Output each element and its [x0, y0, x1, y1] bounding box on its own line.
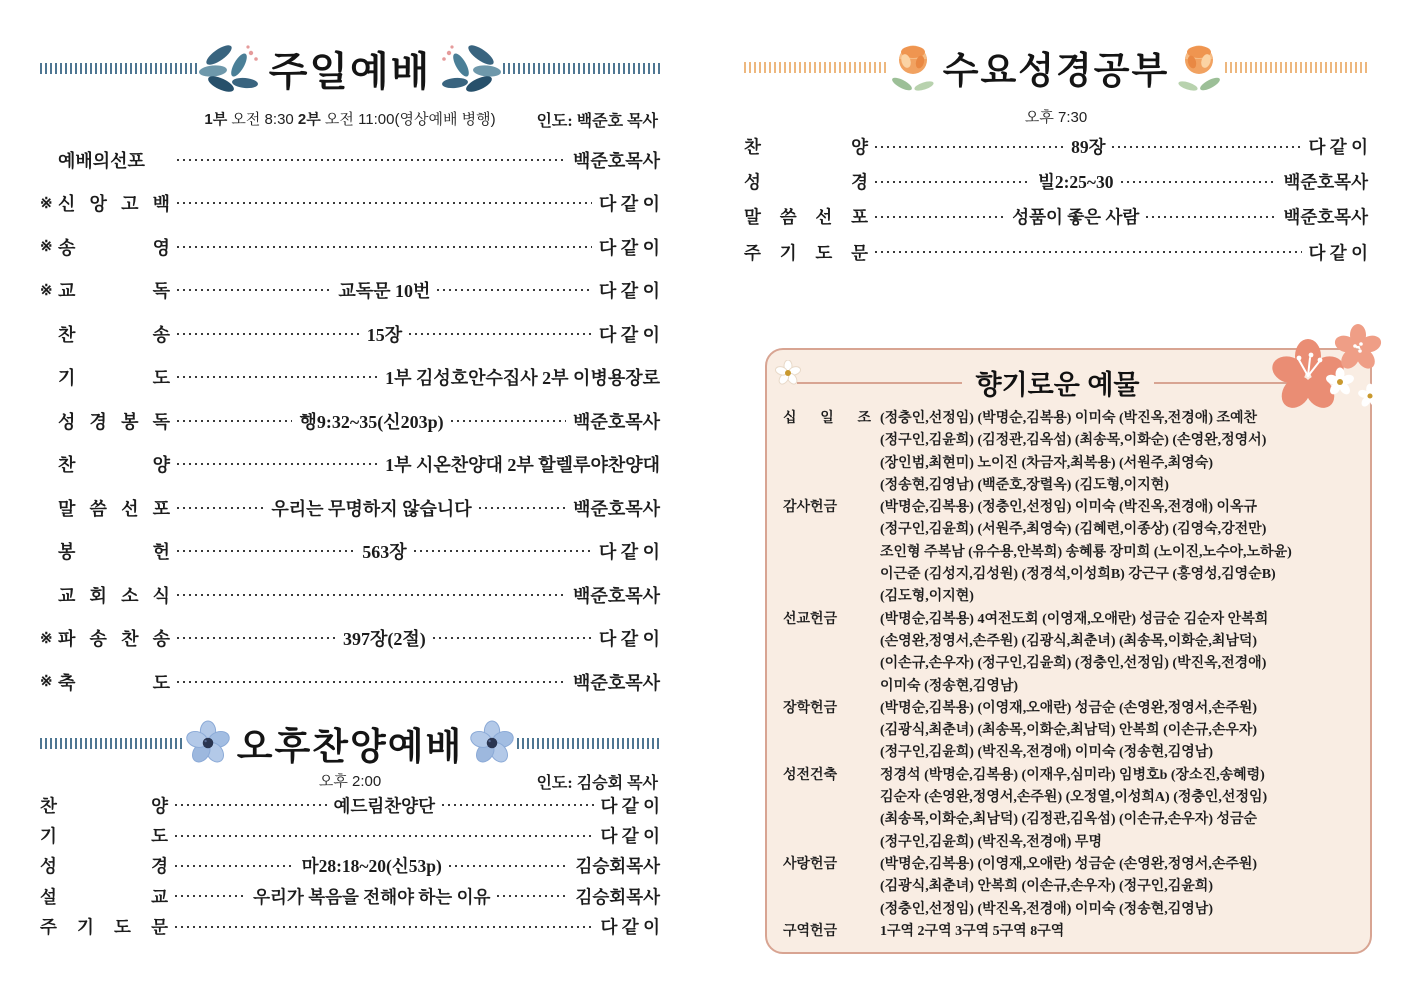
row-right-value: 다 같 이 — [1308, 137, 1368, 158]
offering-names — [871, 921, 1362, 943]
row-label: 파 송 찬 송 — [58, 629, 170, 650]
sunday-leader: 인도: 백준호 목사 — [536, 113, 658, 130]
sunday-service-title: 주일예배 — [268, 50, 432, 94]
title-rule — [797, 382, 962, 384]
offering-names — [871, 854, 1362, 921]
row-right-value: 다 같 이 — [600, 917, 660, 938]
service-row — [40, 443, 660, 487]
row-label: 말 씀 선 포 — [744, 207, 868, 228]
row-label: 신 앙 고 백 — [58, 194, 170, 215]
offering-names-line: (박명순,김복용) (이영재,오애란) 성금순 (손영완,정영서,손주원) — [880, 856, 1258, 872]
row-right-value: 백준호목사 — [1283, 172, 1368, 193]
row-right-value: 백준호목사 — [573, 411, 660, 432]
offering-category-label: 장학헌금 — [783, 700, 838, 716]
dashed-rule — [517, 738, 660, 749]
dotted-leader — [449, 865, 569, 867]
row-center-value: 마28:18~20(신53p) — [301, 856, 442, 877]
row-label: 축 도 — [58, 672, 170, 693]
afternoon-service-time: 오후 2:00 — [318, 773, 382, 790]
offering-category-label: 성전건축 — [783, 767, 838, 783]
row-label: 말 씀 선 포 — [58, 498, 170, 519]
row-right-value: 김승회목사 — [575, 856, 661, 877]
offerings-list — [783, 408, 1362, 943]
service-row — [40, 530, 660, 574]
row-center-value: 우리는 무명하지 않습니다 — [271, 498, 472, 519]
row-label: 성 경 — [744, 172, 868, 193]
dotted-leader — [177, 594, 566, 596]
offering-names — [871, 698, 1362, 765]
dotted-leader — [177, 159, 566, 161]
offerings-title-row — [797, 363, 1318, 402]
service-row — [40, 660, 660, 704]
row-right-value: 다 같 이 — [598, 281, 661, 302]
row-label: 교 회 소 식 — [58, 585, 170, 606]
offering-names-line: (정구인,김윤희) (박진옥,전경애) 이미숙 (정송현,김영남) — [880, 745, 1213, 761]
offering-names-line: (정구인,김윤희) (김정관,김옥섬) (최송목,이화순) (손영완,정영서) — [880, 433, 1267, 449]
dotted-leader — [875, 216, 1005, 218]
offering-item — [783, 921, 1362, 943]
offering-names-line: 1구역 2구역 3구역 5구역 8구역 — [880, 923, 1065, 939]
wednesday-study-time: 오후 7:30 — [1024, 109, 1088, 126]
service-row — [744, 235, 1368, 270]
service-row — [40, 820, 660, 850]
white-flower-icon — [775, 360, 801, 391]
orange-flower-icon — [889, 41, 937, 93]
row-marker: ※ — [40, 195, 53, 212]
row-label: 기 도 — [58, 368, 170, 389]
offerings-box — [765, 348, 1372, 954]
row-marker: ※ — [40, 674, 53, 691]
row-label: 찬 송 — [58, 324, 170, 345]
offering-item — [783, 698, 1362, 765]
offering-names-line: (김도형,이지현) — [880, 589, 974, 605]
offering-names — [871, 497, 1362, 608]
offering-names-line: (이손규,손우자) (정구인,김윤희) (정충인,선정임) (박진옥,전경애) — [880, 656, 1267, 672]
dotted-leader — [177, 246, 592, 248]
dotted-leader — [875, 146, 1064, 148]
dotted-leader — [177, 463, 378, 465]
sunday-service-header — [40, 40, 660, 97]
subtitle-part: 오전 11:00(영상예배 병행) — [324, 111, 496, 128]
offering-names — [871, 765, 1362, 854]
offering-names-line: (박명순,김복용) 4여전도회 (이영재,오애란) 성금순 김순자 안복희 — [880, 611, 1269, 627]
leaf-decoration-icon — [199, 41, 263, 97]
offering-names-line: (김광식,최춘녀) 안복희 (이손규,손우자) (정구인,김윤희) — [880, 879, 1213, 895]
wednesday-study-subline — [744, 106, 1368, 128]
service-row — [40, 356, 660, 400]
row-right-value: 백준호목사 — [573, 585, 660, 606]
row-label: 주 기 도 문 — [744, 242, 868, 263]
dotted-leader — [177, 681, 566, 683]
row-right-value: 백준호목사 — [573, 498, 661, 519]
offering-names-line: 이근준 (김성지,김성원) (정경석,이성희B) 강근구 (홍영성,김영순B) — [880, 567, 1276, 583]
service-row — [40, 182, 660, 226]
sunday-service-subline — [40, 108, 660, 130]
service-row — [744, 164, 1368, 199]
offering-names-line: (김광식,최춘녀) (최송목,이화순,최남덕) 안복희 (이손규,손우자) — [880, 723, 1258, 739]
row-center-value: 성품이 좋은 사람 — [1012, 207, 1140, 228]
afternoon-leader: 인도: 김승회 목사 — [536, 775, 658, 792]
row-label: 기 도 — [40, 826, 168, 847]
dotted-leader — [442, 804, 594, 806]
row-right-value: 1부 시온찬양대 2부 할렐루야찬양대 — [385, 455, 660, 476]
afternoon-service-rows — [40, 790, 660, 942]
row-right-value: 다 같 이 — [600, 826, 660, 847]
wednesday-study-header — [744, 40, 1368, 94]
offering-names-line: (박명순,김복용) (이영재,오애란) 성금순 (손영완,정영서,손주원) — [880, 700, 1258, 716]
offering-names-line: (박명순,김복용) (정충인,선정임) 이미숙 (박진옥,전경애) 이옥규 — [880, 500, 1258, 516]
offering-names-line: (정송현,김영남) (백준호,장렬옥) (김도형,이지현) — [880, 477, 1169, 493]
afternoon-service-subline — [40, 770, 660, 792]
row-center-value: 빌2:25~30 — [1037, 172, 1114, 193]
dotted-leader — [177, 637, 336, 639]
row-right-value: 다 같 이 — [598, 542, 660, 563]
blue-flower-icon — [185, 720, 231, 766]
offering-item — [783, 497, 1362, 608]
dotted-leader — [451, 420, 566, 422]
offering-item — [783, 609, 1362, 698]
dotted-leader — [479, 507, 566, 509]
service-row — [40, 573, 660, 617]
wednesday-study-rows — [744, 129, 1368, 270]
offering-item — [783, 854, 1362, 921]
subtitle-part: 오전 8:30 — [231, 111, 298, 128]
row-label: 성 경 — [40, 856, 168, 877]
dotted-leader — [175, 926, 594, 928]
dashed-rule — [1225, 62, 1368, 73]
dotted-leader — [177, 420, 292, 422]
offerings-title: 향기로운 예물 — [975, 370, 1140, 400]
service-row — [40, 399, 660, 443]
dotted-leader — [175, 865, 295, 867]
wednesday-study-title: 수요성경공부 — [942, 50, 1170, 91]
offering-names-line: 김순자 (손영완,정영서,손주원) (오정열,이성희A) (정충인,선정임) — [880, 790, 1268, 806]
afternoon-service-header — [40, 716, 660, 770]
offering-names-line: 이미숙 (정송현,김영남) — [880, 678, 1019, 694]
row-label: 교 독 — [58, 281, 170, 302]
sunday-service-rows — [40, 138, 660, 704]
row-right-value: 다 같 이 — [598, 324, 660, 345]
service-row — [744, 129, 1368, 164]
row-label: 성 경 봉 독 — [58, 411, 170, 432]
dotted-leader — [1112, 146, 1301, 148]
dashed-rule — [40, 63, 197, 74]
row-right-value: 김승회목사 — [575, 886, 661, 907]
row-marker: ※ — [40, 630, 53, 647]
row-center-value: 교독문 10번 — [338, 281, 431, 302]
service-row — [40, 881, 660, 911]
offering-names-line: 정경석 (박명순,김복용) (이재우,심미라) 임병호b (장소진,송혜령) — [880, 767, 1265, 783]
dotted-leader — [875, 181, 1031, 183]
dashed-rule — [40, 738, 183, 749]
offering-names-line: (정구인,김윤희) (박진옥,전경애) 무명 — [880, 834, 1102, 850]
row-right-value: 백준호목사 — [573, 150, 660, 171]
row-label: 송 영 — [58, 237, 170, 258]
service-row — [40, 617, 660, 661]
row-right-value: 백준호목사 — [1283, 207, 1368, 228]
row-right-value: 다 같 이 — [598, 629, 660, 650]
row-label: 찬 양 — [40, 795, 168, 816]
offering-names-line: (최송목,이화순,최남덕) (김정관,김옥섬) (이손규,손우자) 성금순 — [880, 812, 1258, 828]
row-center-value: 우리가 복음을 전해야 하는 이유 — [253, 886, 491, 907]
offering-names-line: (장인범,최현미) 노이진 (차금자,최복용) (서원주,최영숙) — [880, 455, 1213, 471]
dotted-leader — [177, 289, 331, 291]
afternoon-service-title: 오후찬양예배 — [236, 726, 464, 767]
dotted-leader — [409, 333, 592, 335]
offering-category-label: 십 일 조 — [783, 411, 871, 426]
coral-flower-cluster-icon — [1266, 322, 1384, 423]
row-right-value: 다 같 이 — [598, 237, 660, 258]
offering-item — [783, 765, 1362, 854]
dotted-leader — [1121, 181, 1277, 183]
row-label: 봉 헌 — [58, 542, 170, 563]
dashed-rule — [503, 63, 660, 74]
row-center-value: 397장(2절) — [343, 629, 426, 650]
orange-flower-icon — [1175, 41, 1223, 93]
offering-names-line: (정충인,선정임) (박진옥,전경애) 이미숙 (정송현,김영남) — [880, 901, 1213, 917]
blue-flower-icon — [469, 720, 515, 766]
service-row — [40, 312, 660, 356]
row-center-value: 행9:32~35(신203p) — [299, 411, 444, 432]
subtitle-part: 1부 — [204, 111, 232, 128]
dotted-leader — [177, 376, 378, 378]
leaf-decoration-icon — [437, 41, 501, 97]
right-column — [744, 0, 1368, 992]
row-right-value: 1부 김성호안수집사 2부 이병용장로 — [385, 368, 660, 389]
offering-names-line: (손영완,정영서,손주원) (김광식,최춘녀) (최송목,이화순,최남덕) — [880, 633, 1258, 649]
row-marker: ※ — [40, 282, 53, 299]
offering-category-label: 선교헌금 — [783, 611, 838, 627]
dotted-leader — [177, 550, 355, 552]
dotted-leader — [177, 202, 592, 204]
row-label: 찬 양 — [744, 137, 868, 158]
dotted-leader — [414, 550, 592, 552]
dashed-rule — [744, 62, 887, 73]
service-row — [744, 199, 1368, 234]
row-label: 예배의선포 — [58, 150, 145, 171]
service-row — [40, 912, 660, 942]
service-row — [40, 138, 660, 182]
row-right-value: 백준호목사 — [573, 672, 660, 693]
offering-names-line: 조인형 주복남 (유수용,안복희) 송혜룡 장미희 (노이진,노수아,노하윤) — [880, 544, 1292, 560]
service-row — [40, 269, 660, 313]
subtitle-part: 2부 — [297, 111, 325, 128]
dotted-leader — [433, 637, 592, 639]
dotted-leader — [177, 507, 264, 509]
service-row — [40, 486, 660, 530]
row-marker: ※ — [40, 239, 53, 256]
left-column — [40, 0, 660, 992]
offering-names-line: (정구인,김윤희) (서원주,최영숙) (김혜련,이종상) (김영숙,강전만) — [880, 522, 1267, 538]
service-row — [40, 851, 660, 881]
dotted-leader — [175, 835, 594, 837]
offering-category-label: 구역헌금 — [783, 923, 838, 939]
offering-names — [871, 609, 1362, 698]
row-label: 찬 양 — [58, 455, 170, 476]
row-center-value: 15장 — [366, 324, 403, 345]
row-label: 설 교 — [40, 886, 168, 907]
row-center-value: 예드림찬양단 — [333, 795, 435, 816]
row-center-value: 89장 — [1071, 137, 1106, 158]
dotted-leader — [497, 895, 568, 897]
dotted-leader — [177, 333, 360, 335]
row-center-value: 563장 — [362, 542, 407, 563]
offering-category-label: 사랑헌금 — [783, 856, 838, 872]
row-right-value: 다 같 이 — [1308, 242, 1368, 263]
dotted-leader — [875, 251, 1302, 253]
service-row — [40, 225, 660, 269]
service-row — [40, 790, 660, 820]
row-right-value: 다 같 이 — [600, 795, 660, 816]
row-label: 주 기 도 문 — [40, 917, 168, 938]
dotted-leader — [437, 289, 591, 291]
offering-category-label: 감사헌금 — [783, 500, 838, 516]
dotted-leader — [175, 895, 246, 897]
offering-names-line: (정충인,선정임) (박명순,김복용) 이미숙 (박진옥,전경애) 조예찬 — [880, 411, 1258, 426]
dotted-leader — [1146, 216, 1276, 218]
dotted-leader — [175, 804, 327, 806]
row-right-value: 다 같 이 — [598, 194, 660, 215]
